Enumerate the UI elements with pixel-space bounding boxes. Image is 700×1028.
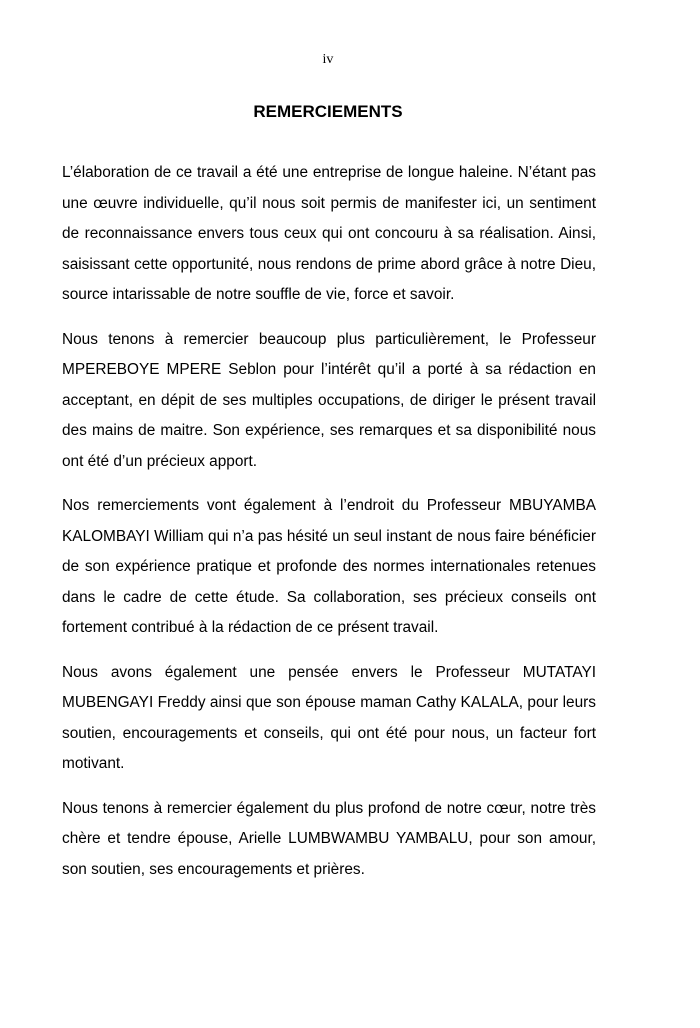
paragraph-4: Nous avons également une pensée envers le Professeur MUTATAYI MUBENGAYI Freddy ainsi que son épouse maman Cathy KALALA, pour leurs soutien, encouragements et conseils, qui ont été pour nous, un facteur fort motivant. bbox=[62, 663, 596, 772]
acknowledgements-body bbox=[62, 158, 596, 899]
page-title: REMERCIEMENTS bbox=[253, 102, 403, 121]
paragraph-1: L’élaboration de ce travail a été une entreprise de longue haleine. N’étant pas une œuvre individuelle, qu’il nous soit permis de manifester ici, un sentiment de reconnaissance envers tous ceux qui ont concouru à sa réalisation. Ainsi, saisissant cette opportunité, nous rendons de prime abord grâce à notre Dieu, source intarissable de notre souffle de vie, force et savoir. bbox=[62, 164, 596, 303]
paragraph-5: Nous tenons à remercier également du plus profond de notre cœur, notre très chère et tendre épouse, Arielle LUMBWAMBU YAMBALU, pour son amour, son soutien, ses encouragements et prières. bbox=[62, 799, 596, 878]
page-number: iv bbox=[322, 52, 334, 67]
paragraph-2: Nous tenons à remercier beaucoup plus particulièrement, le Professeur MPEREBOYE MPERE Seblon pour l’intérêt qu’il a porté à sa rédaction en acceptant, en dépit de ses multiples occupations, de diriger le présent travail des mains de maitre. Son expérience, ses remarques et sa disponibilité nous ont été d’un précieux apport. bbox=[62, 330, 596, 470]
paragraph-3: Nos remerciements vont également à l’endroit du Professeur MBUYAMBA KALOMBAYI William qui n’a pas hésité un seul instant de nous faire bénéficier de son expérience pratique et profonde des normes internationales retenues dans le cadre de cette étude. Sa collaboration, ses précieux conseils ont fortement contribué à la rédaction de ce présent travail. bbox=[62, 497, 596, 636]
